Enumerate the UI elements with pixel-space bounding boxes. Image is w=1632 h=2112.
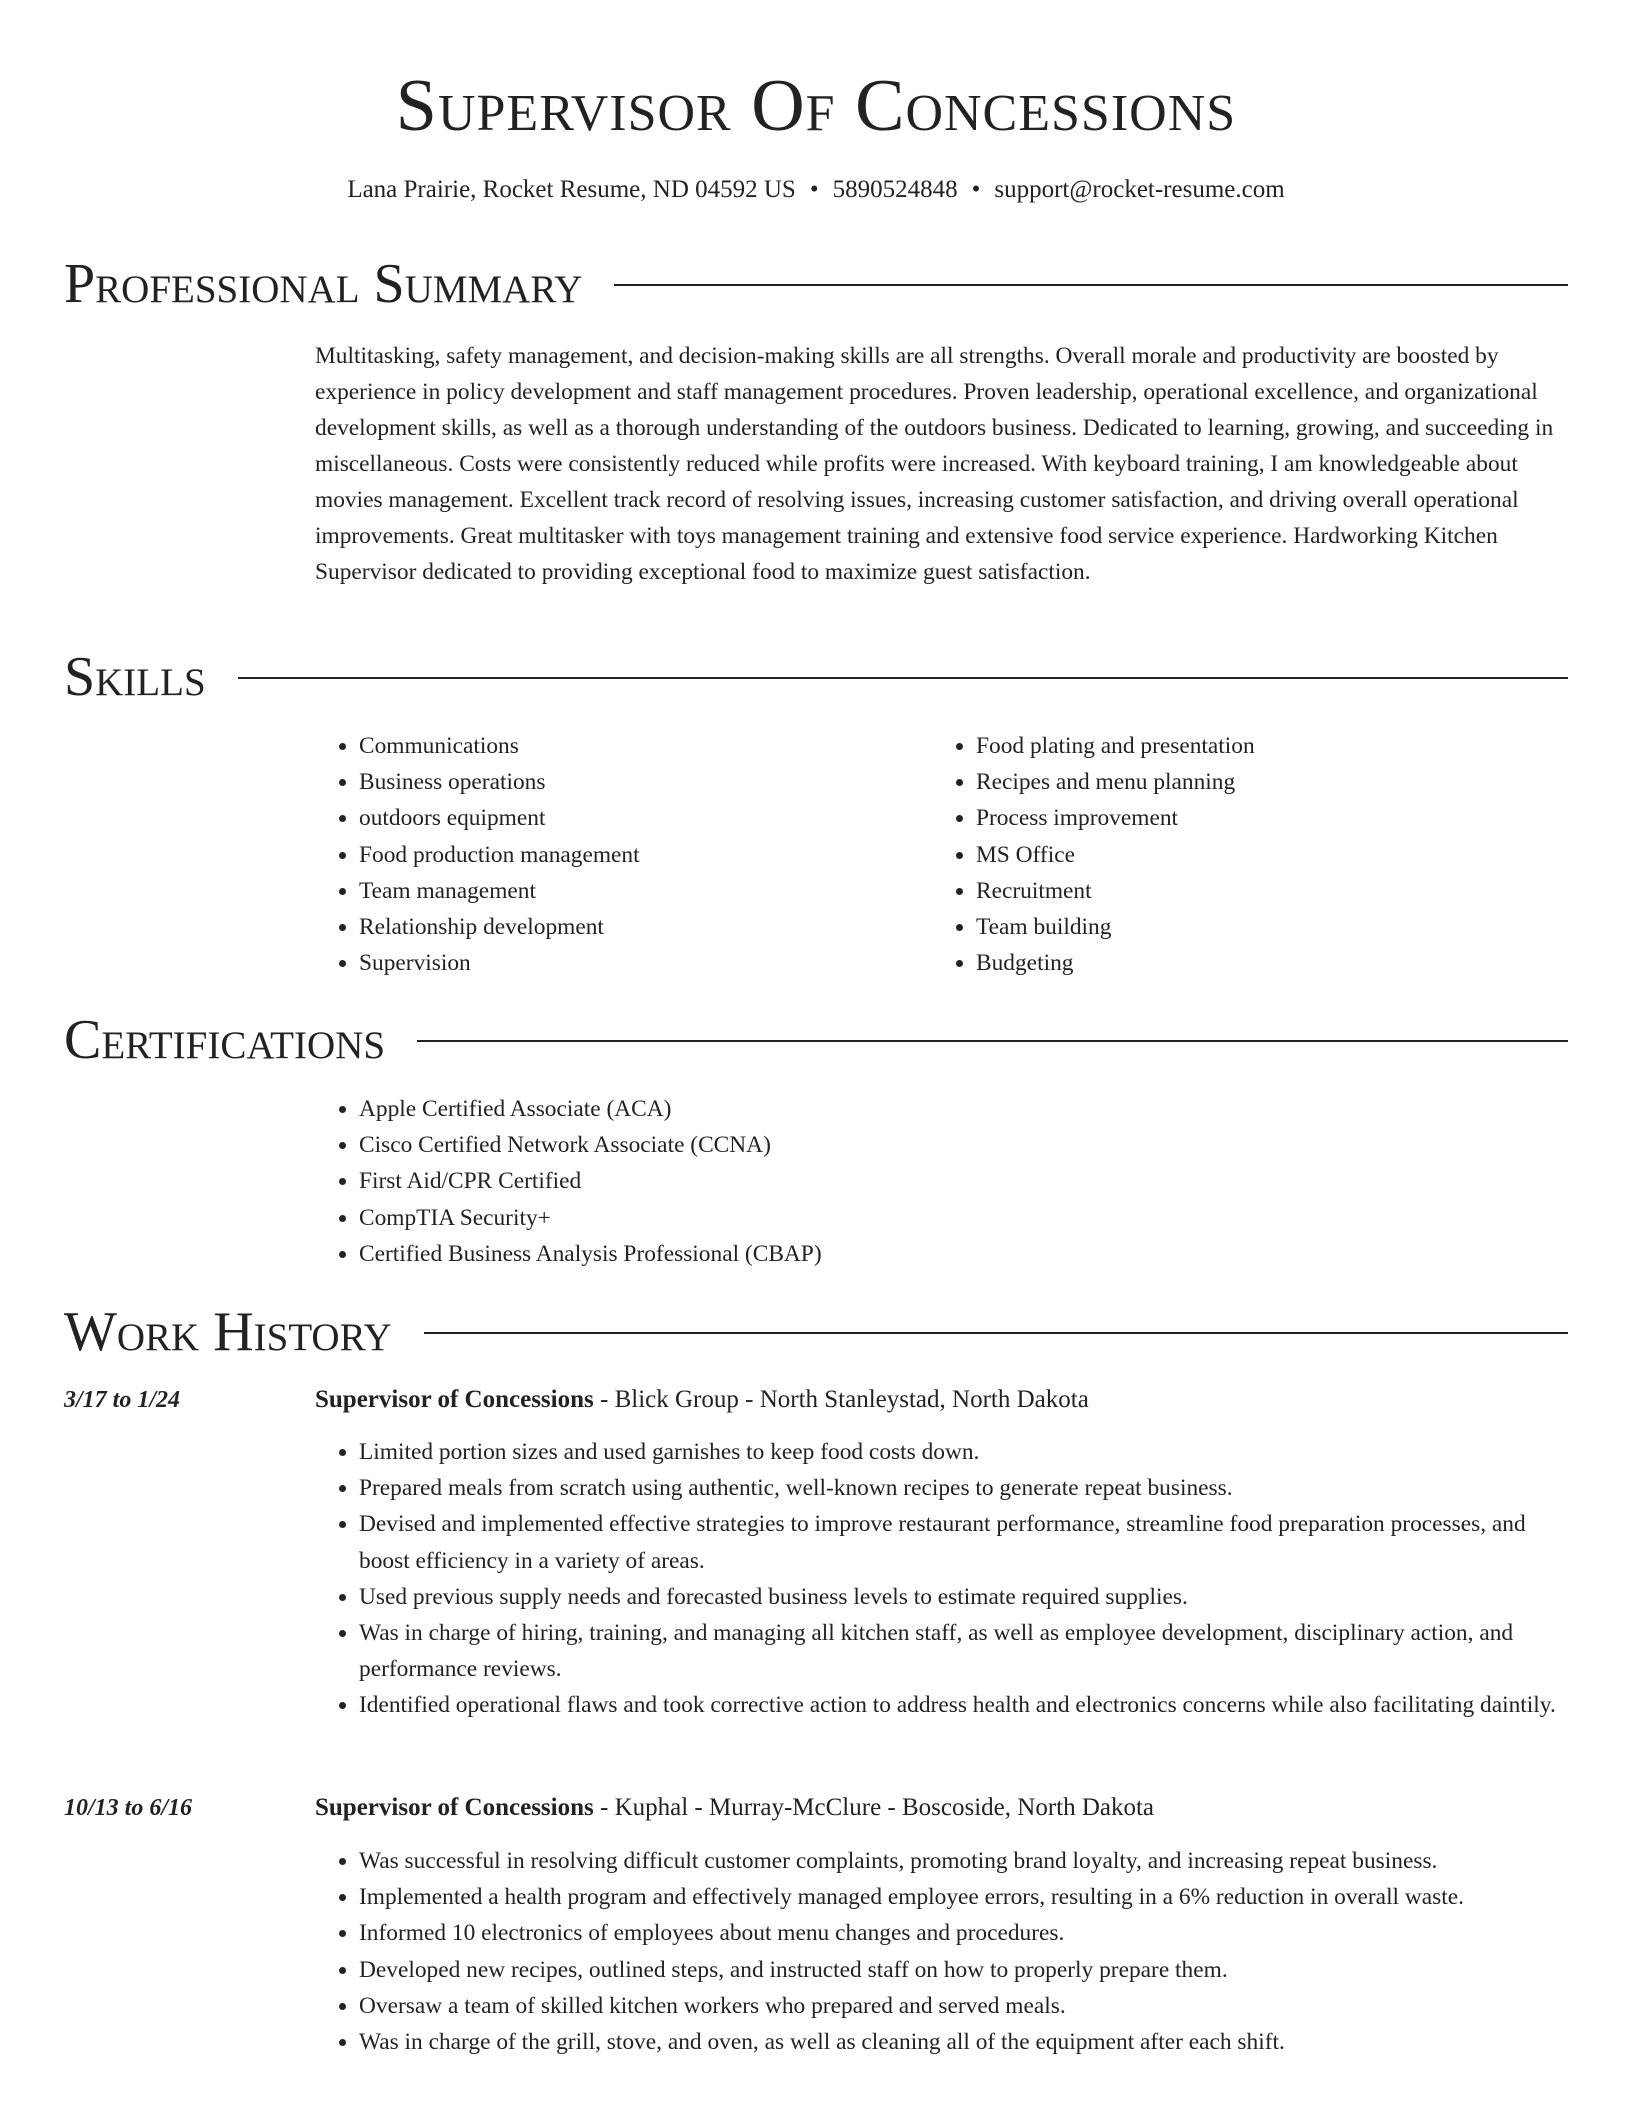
job-details: - Kuphal - Murray-McClure - Boscoside, North Dakota — [593, 1794, 1155, 1821]
list-item: • Was in charge of the grill, stove, and oven, as well as cleaning all of the equipment after each shift. — [359, 2024, 1568, 2060]
job-bullet-list — [315, 1434, 1568, 1724]
work-section-header — [64, 1300, 1568, 1364]
certifications-section-title: Certifications — [64, 1009, 386, 1071]
list-item: • Prepared meals from scratch using authentic, well-known recipes to generate repeat business. — [359, 1470, 1568, 1506]
skills-section-header — [64, 645, 1568, 709]
list-item: • Team management — [359, 873, 915, 909]
list-item: • Was successful in resolving difficult customer complaints, promoting brand loyalty, and increasing repeat business. — [359, 1843, 1568, 1879]
list-item: • Business operations — [359, 764, 915, 800]
job-dates: 10/13 to 6/16 — [64, 1795, 193, 1821]
list-item: • Limited portion sizes and used garnishes to keep food costs down. — [359, 1434, 1568, 1470]
job-role: Supervisor of Concessions — [315, 1386, 594, 1413]
list-item: • Oversaw a team of skilled kitchen workers who prepared and served meals. — [359, 1988, 1568, 2024]
list-item: • CompTIA Security+ — [359, 1200, 1568, 1236]
contact-separator: • — [809, 176, 819, 203]
list-item: • Food plating and presentation — [976, 728, 1532, 764]
list-item: • Team building — [976, 909, 1532, 945]
list-item: • Recruitment — [976, 873, 1532, 909]
list-item: • outdoors equipment — [359, 800, 915, 836]
job-bullets-container — [315, 1434, 1568, 1724]
job-role: Supervisor of Concessions — [315, 1794, 594, 1821]
list-item: • Recipes and menu planning — [976, 764, 1532, 800]
list-item: • MS Office — [976, 837, 1532, 873]
list-item: • Developed new recipes, outlined steps, and instructed staff on how to properly prepare them. — [359, 1952, 1568, 1988]
certifications-column — [315, 1091, 1568, 1272]
list-item: • Informed 10 electronics of employees about menu changes and procedures. — [359, 1915, 1568, 1951]
list-item: • Process improvement — [976, 800, 1532, 836]
contact-line — [64, 172, 1568, 208]
job-details: - Blick Group - North Stanleystad, North Dakota — [593, 1386, 1089, 1413]
certifications-section-header — [64, 1008, 1568, 1072]
list-item: • Food production management — [359, 837, 915, 873]
certifications-list — [315, 1091, 1568, 1272]
contact-email: support@rocket-resume.com — [994, 176, 1285, 203]
skills-right-list — [932, 728, 1532, 981]
list-item: • Supervision — [359, 945, 915, 981]
section-divider — [417, 1040, 1568, 1042]
contact-phone: 5890524848 — [832, 176, 958, 203]
list-item: • Relationship development — [359, 909, 915, 945]
job-bullet-list — [315, 1843, 1568, 2060]
list-item: • Apple Certified Associate (ACA) — [359, 1091, 1568, 1127]
list-item: • Used previous supply needs and forecasted business levels to estimate required supplies. — [359, 1579, 1568, 1615]
list-item: • Budgeting — [976, 945, 1532, 981]
list-item: • Communications — [359, 728, 915, 764]
list-item: • Certified Business Analysis Professional (CBAP) — [359, 1236, 1568, 1272]
skills-left-column — [315, 728, 915, 981]
job-bullets-container — [315, 1843, 1568, 2060]
section-divider — [238, 677, 1568, 679]
list-item: • Was in charge of hiring, training, and managing all kitchen staff, as well as employee development, disciplinary action, and performance reviews. — [359, 1615, 1568, 1687]
summary-text: Multitasking, safety management, and decision-making skills are all strengths. Overall morale and productivity are boosted by experience in policy development and staff management procedures. Proven leadership, operational excellence, and organizational development skills, as well as a thorough understanding of the outdoors business. Dedicated to learning, growing, and succeeding in miscellaneous. Costs were consistently reduced while profits were increased. With keyboard training, I am knowledgeable about movies management. Excellent track record of resolving issues, increasing customer satisfaction, and driving overall operational improvements. Great multitasker with toys management training and extensive food service experience. Hardworking Kitchen Supervisor dedicated to providing exceptional food to maximize guest satisfaction. — [315, 343, 1554, 585]
list-item: • Devised and implemented effective strategies to improve restaurant performance, streamline food preparation processes, and boost efficiency in a variety of areas. — [359, 1506, 1568, 1578]
list-item: • Cisco Certified Network Associate (CCNA) — [359, 1127, 1568, 1163]
work-section-title: Work History — [64, 1301, 392, 1363]
job-dates: 3/17 to 1/24 — [64, 1387, 181, 1413]
list-item: • First Aid/CPR Certified — [359, 1163, 1568, 1199]
skills-section-title: Skills — [64, 646, 206, 708]
summary-section-title: Professional Summary — [64, 253, 583, 315]
skills-left-list — [315, 728, 915, 981]
section-divider — [614, 284, 1568, 286]
job-heading — [315, 1382, 1568, 1418]
contact-address: Lana Prairie, Rocket Resume, ND 04592 US — [347, 176, 796, 203]
section-divider — [424, 1332, 1568, 1334]
resume-name: Supervisor Of Concessions — [395, 65, 1237, 147]
list-item: • Implemented a health program and effectively managed employee errors, resulting in a 6% reduction in overall waste. — [359, 1879, 1568, 1915]
skills-right-column — [932, 728, 1532, 981]
contact-separator: • — [971, 176, 981, 203]
summary-section-header — [64, 252, 1568, 316]
job-heading — [315, 1790, 1568, 1826]
list-item: • Identified operational flaws and took corrective action to address health and electronics concerns while also facilitating daintily. — [359, 1687, 1568, 1723]
